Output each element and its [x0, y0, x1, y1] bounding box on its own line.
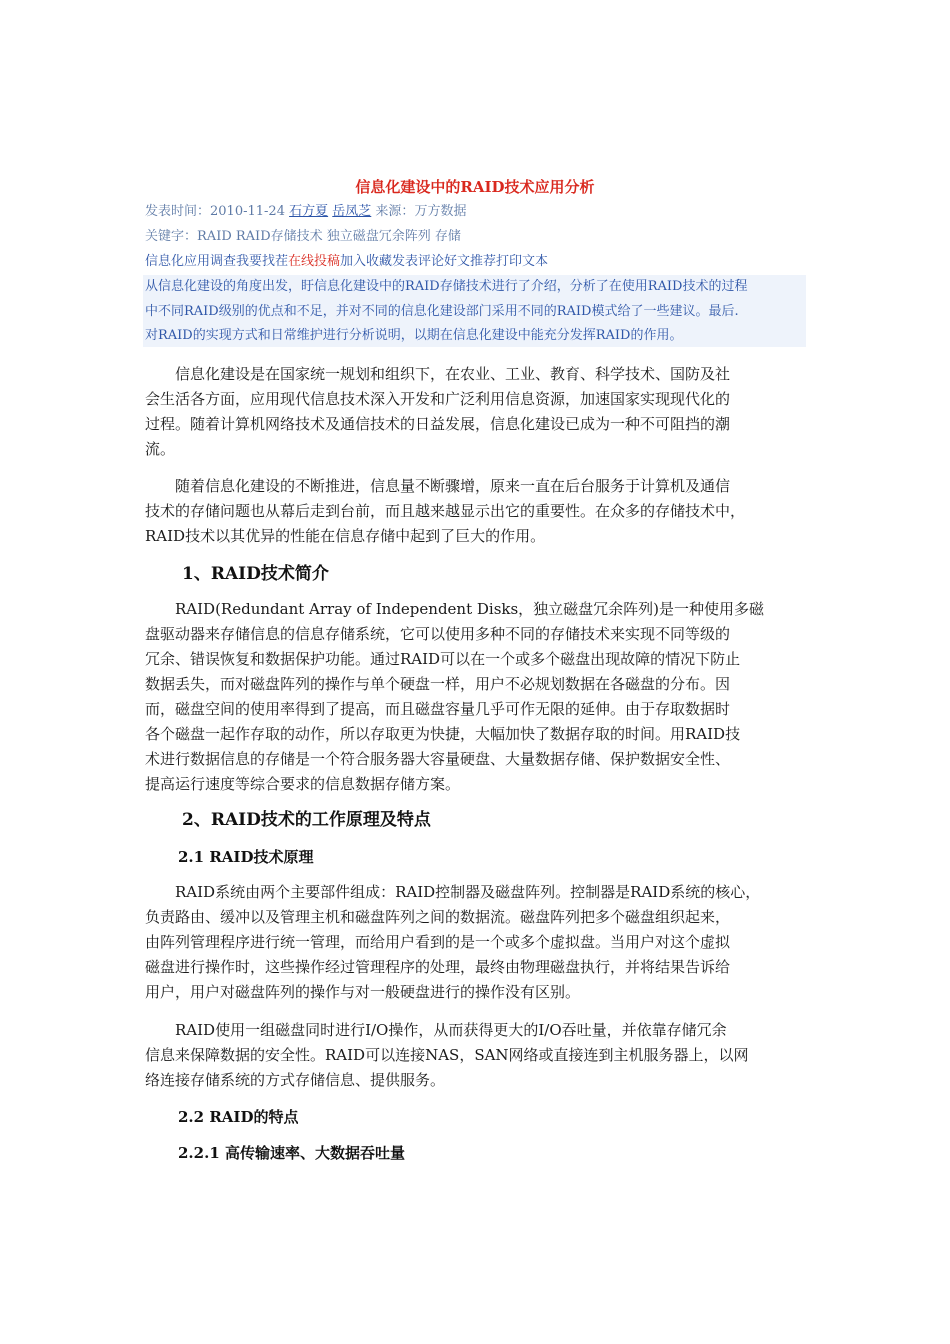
paragraph-io: [145, 1018, 807, 1093]
paragraph-line: 用户，用户对磁盘阵列的操作与对一般硬盘进行的操作没有区别。: [145, 983, 581, 1001]
paragraph-line: 随着信息化建设的不断推进，信息量不断骤增，原来一直在后台服务于计算机及通信: [145, 477, 731, 495]
paragraph-line: 术进行数据信息的存储是一个符合服务器大容量硬盘、大量数据存储、保护数据安全性、: [145, 750, 731, 768]
subsection-heading-2-2: 2.2 RAID的特点: [178, 1108, 299, 1126]
paragraph-line: 信息来保障数据的安全性。RAID可以连接NAS，SAN网络或直接连到主机服务器上，以网: [145, 1046, 749, 1064]
paragraph-principle: [145, 880, 807, 1005]
author-link-2[interactable]: 岳凤芝: [332, 204, 372, 219]
abstract-line: 对RAID的实现方式和日常维护进行分析说明，以期在信息化建设中能充分发挥RAID的作用。: [145, 328, 683, 343]
paragraph-line: 数据丢失，而对磁盘阵列的操作与单个硬盘一样，用户不必规划数据在各磁盘的分布。因: [145, 675, 731, 693]
author-link-1[interactable]: 石方夏: [289, 204, 329, 219]
paragraph-line: 技术的存储问题也从幕后走到台前，而且越来越显示出它的重要性。在众多的存储技术中，: [145, 502, 746, 520]
paragraph-line: 会生活各方面，应用现代信息技术深入开发和广泛利用信息资源，加速国家实现现代化的: [145, 390, 731, 408]
paragraph-line: RAID使用一组磁盘同时进行I/O操作，从而获得更大的I/O吞吐量，并依靠存储冗余: [145, 1021, 727, 1039]
tools-links-before[interactable]: 信息化应用调查我要找茬: [145, 254, 289, 269]
paragraph-line: 络连接存储系统的方式存储信息、提供服务。: [145, 1071, 446, 1089]
article-abstract: [143, 275, 806, 347]
published-date: 2010-11-24: [210, 204, 285, 219]
paragraph-line: 提高运行速度等综合要求的信息数据存储方案。: [145, 775, 461, 793]
paragraph-raid-intro: [145, 597, 807, 797]
submit-article-link[interactable]: 在线投稿: [288, 254, 341, 269]
paragraph-line: 过程。随着计算机网络技术及通信技术的日益发展，信息化建设已成为一种不可阻挡的潮: [145, 415, 731, 433]
paragraph-storage: [145, 474, 807, 549]
article-tools: [145, 251, 807, 273]
paragraph-line: RAID技术以其优异的性能在信息存储中起到了巨大的作用。: [145, 527, 546, 545]
section-heading-1: 1、RAID技术简介: [182, 564, 329, 584]
paragraph-line: 各个磁盘一起作存取的动作，所以存取更为快捷，大幅加快了数据存取的时间。用RAID技: [145, 725, 741, 743]
abstract-line: 从信息化建设的角度出发，盱信息化建设中的RAID存储技术进行了介绍，分析了在使用RAID技术的过程: [145, 279, 748, 294]
source-value: 万方数据: [414, 204, 467, 219]
paragraph-line: 信息化建设是在国家统一规划和组织下，在农业、工业、教育、科学技术、国防及社: [145, 365, 731, 383]
paragraph-line: 由阵列管理程序进行统一管理，而给用户看到的是一个或多个虚拟盘。当用户对这个虚拟: [145, 933, 731, 951]
article-meta: [145, 201, 807, 223]
source-label: 来源：: [375, 204, 415, 219]
paragraph-line: 而，磁盘空间的使用率得到了提高，而且磁盘容量几乎可作无限的延伸。由于存取数据时: [145, 700, 731, 718]
keywords-label: 关键字：: [145, 229, 198, 244]
article-title: 信息化建设中的RAID技术应用分析: [355, 178, 595, 196]
subsection-heading-2-1: 2.1 RAID技术原理: [178, 848, 314, 866]
tools-links-after[interactable]: 加入收藏发表评论好文推荐打印文本: [340, 254, 549, 269]
paragraph-line: RAID系统由两个主要部件组成：RAID控制器及磁盘阵列。控制器是RAID系统的核心，: [145, 883, 761, 901]
paragraph-line: 负责路由、缓冲以及管理主机和磁盘阵列之间的数据流。磁盘阵列把多个磁盘组织起来，: [145, 908, 731, 926]
published-label: 发表时间：: [145, 204, 211, 219]
paragraph-line: 冗余、错误恢复和数据保护功能。通过RAID可以在一个或多个磁盘出现故障的情况下防止: [145, 650, 741, 668]
keywords-value[interactable]: RAID RAID存储技术 独立磁盘冗余阵列 存储: [197, 229, 461, 244]
abstract-line: 中不同RAID级别的优点和不足，并对不同的信息化建设部门采用不同的RAID模式给了一些建议。最后.: [145, 303, 739, 319]
keywords-line: [145, 226, 807, 248]
paragraph-line: RAID(Redundant Array of Independent Disks，独立磁盘冗余阵列)是一种使用多磁: [145, 600, 765, 618]
paragraph-intro: [145, 362, 807, 462]
section-heading-2: 2、RAID技术的工作原理及特点: [182, 810, 431, 830]
paragraph-line: 盘驱动器来存储信息的信息存储系统，它可以使用多种不同的存储技术来实现不同等级的: [145, 625, 731, 643]
paragraph-line: 磁盘进行操作时，这些操作经过管理程序的处理，最终由物理磁盘执行，并将结果告诉给: [145, 958, 731, 976]
subsection-heading-2-2-1: 2.2.1 高传输速率、大数据吞吐量: [178, 1144, 405, 1162]
paragraph-line: 流。: [145, 440, 176, 458]
